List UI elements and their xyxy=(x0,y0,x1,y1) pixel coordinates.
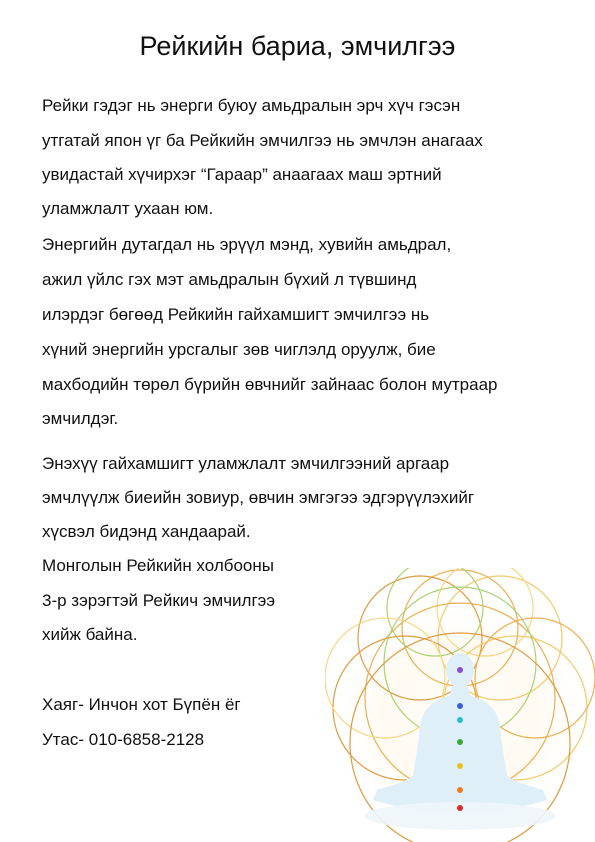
text-line: Монголын Рейкийн холбооны xyxy=(42,556,274,575)
text-line: Рейки гэдэг нь энерги буюу амьдралын эрч хүч гэсэн xyxy=(42,96,461,115)
text-line: эмчлүүлж биеийн зовиур, өвчин эмгэгээ эдгэрүүлэхийг xyxy=(42,488,475,507)
phone-text: Утас- 010-6858-2128 xyxy=(42,730,205,749)
text-line: махбодийн төрөл бүрийн өвчнийг зайнаас болон мутраар xyxy=(42,375,498,394)
text-line: 3-р зэрэгтэй Рейкич эмчилгээ xyxy=(42,591,276,610)
chakra-dot xyxy=(457,739,463,745)
text-line: илэрдэг бөгөөд Рейкийн гайхамшигт эмчилгээ нь xyxy=(42,305,430,324)
meditation-illustration xyxy=(325,568,595,842)
text-line: Энергийн дутагдал нь эрүүл мэнд, хувийн амьдрал, xyxy=(42,235,452,254)
page-title: Рейкийн бариа, эмчилгээ xyxy=(139,31,456,61)
text-line: увидастай хүчирхэг “Гараар” анаагаах маш эртний xyxy=(42,165,442,184)
text-line: уламжлалт ухаан юм. xyxy=(42,199,214,218)
chakra-dot xyxy=(457,667,463,673)
text-line: утгатай япон үг ба Рейкийн эмчилгээ нь эмчлэн анагаах xyxy=(42,131,483,150)
text-line: эмчилдэг. xyxy=(42,409,119,428)
chakra-dot xyxy=(457,703,463,709)
text-line: ажил үйлс гэх мэт амьдралын бүхий л түвшинд xyxy=(42,270,417,289)
address-text: Хаяг- Инчон хот Бүпён ёг xyxy=(42,695,241,714)
text-line: хүний энергийн урсгалыг зөв чиглэлд оруулж, бие xyxy=(42,340,436,359)
chakra-dot xyxy=(457,717,463,723)
chakra-dot xyxy=(457,805,463,811)
text-line: хийж байна. xyxy=(42,625,138,644)
chakra-dot xyxy=(457,787,463,793)
chakra-dot xyxy=(457,763,463,769)
text-line: хүсвэл бидэнд хандаарай. xyxy=(42,522,251,541)
text-line: Энэхүү гайхамшигт уламжлалт эмчилгээний аргаар xyxy=(42,454,450,473)
